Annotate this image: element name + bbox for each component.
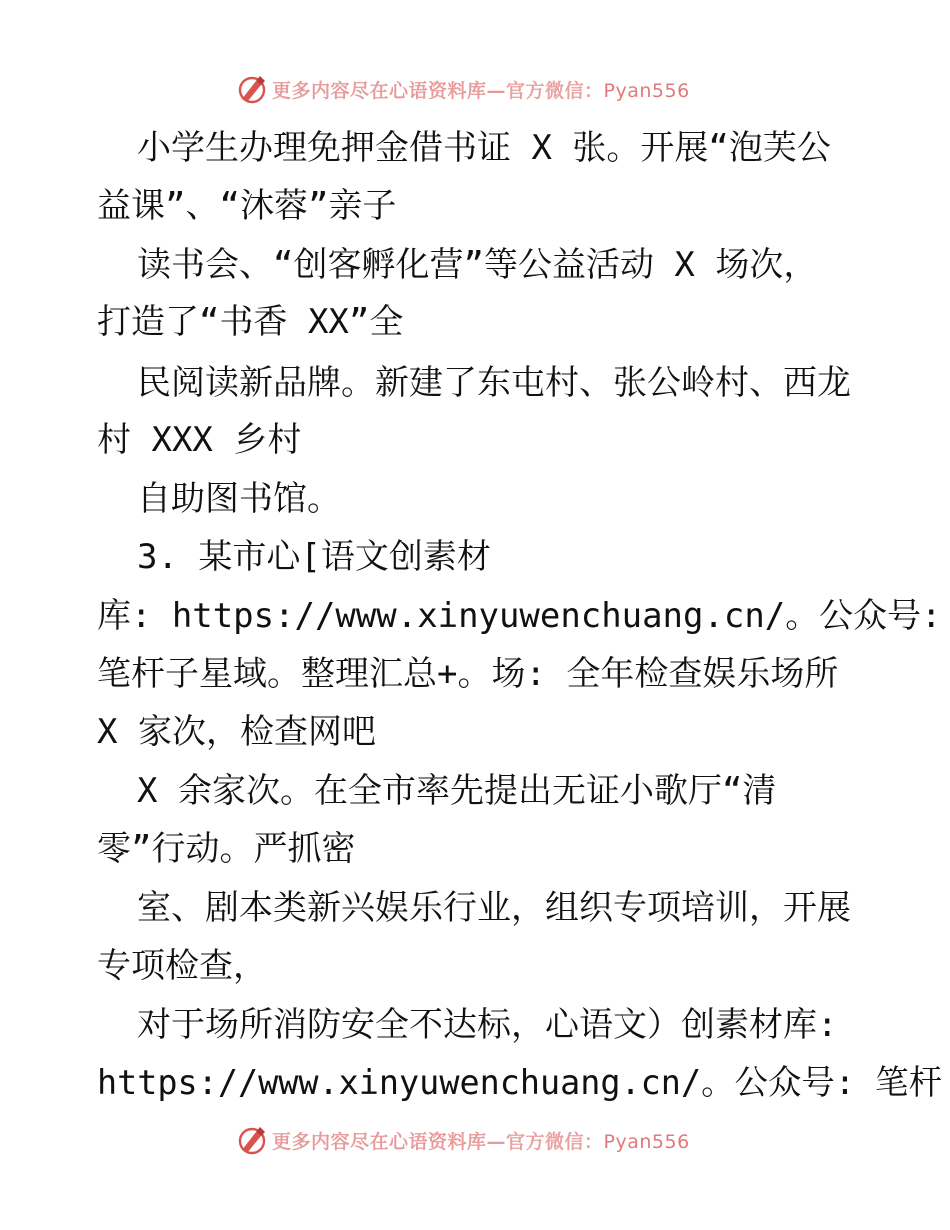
text-line: 3. 某市心[语文创素材 [137,537,491,577]
banner-dash: — [486,79,507,102]
banner-main-text: 更多内容尽在心语资料库 [272,79,487,102]
text-line: 读书会、“创客孵化营”等公益活动 X 场次， [137,245,818,285]
text-line: 小学生办理免押金借书证 X 张。开展“泡芙公 [137,128,831,168]
text-line: 专项检查， [97,946,267,986]
text-line: 打造了“书香 XX”全 [97,302,404,342]
text-line: 益课”、“沐蓉”亲子 [97,186,397,226]
text-line: 村 XXX 乡村 [97,420,302,460]
banner-wechat-id: Pyan556 [603,79,690,102]
text-line: X 余家次。在全市率先提出无证小歌厅“清 [137,771,777,811]
text-line: 自助图书馆。 [137,479,341,519]
text-line: 民阅读新品牌。新建了东屯村、张公岭村、西龙 [137,363,851,403]
text-line: 室、剧本类新兴娱乐行业，组织专项培训，开展 [137,888,851,928]
text-line: 零”行动。严抓密 [97,829,356,869]
banner-wechat-id: Pyan556 [603,1130,690,1153]
banner-sub-text: 官方微信： [506,79,604,102]
pen-logo-icon [236,1124,268,1156]
text-line: 对于场所消防安全不达标，心语文）创素材库: [137,1005,838,1045]
text-line: X 家次，检查网吧 [97,712,376,752]
banner-main-text: 更多内容尽在心语资料库 [272,1130,487,1153]
banner-dash: — [486,1130,507,1153]
text-line: 库: https://www.xinyuwenchuang.cn/。公众号: [97,596,942,636]
banner-sub-text: 官方微信： [506,1130,604,1153]
text-line: 笔杆子星域。整理汇总+。场: 全年检查娱乐场所 [97,654,839,694]
text-line: https://www.xinyuwenchuang.cn/。公众号: 笔杆 [97,1063,943,1103]
footer-banner [236,1123,716,1157]
